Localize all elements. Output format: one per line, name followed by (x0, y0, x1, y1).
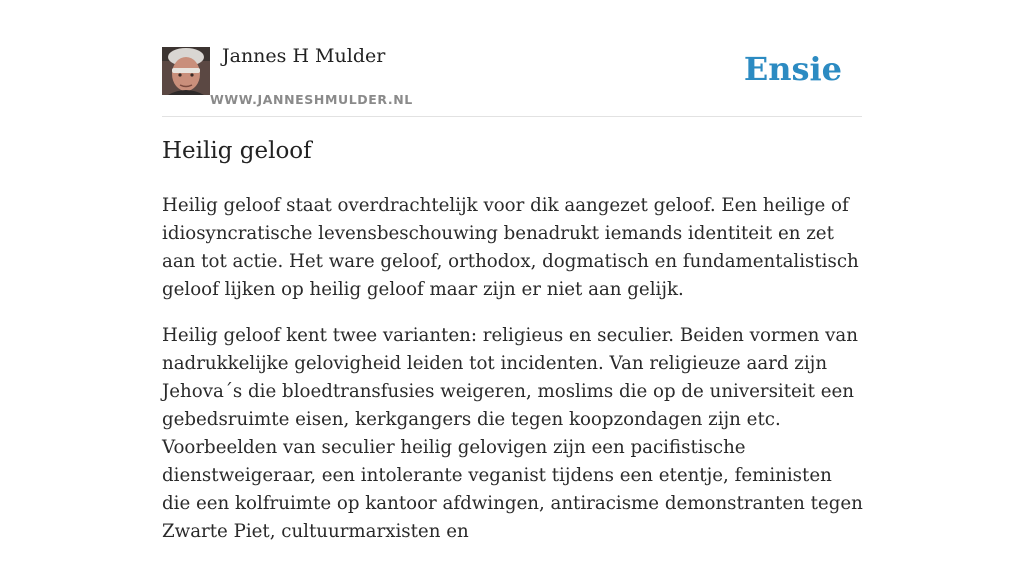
article-body (162, 192, 864, 564)
article-paragraph: Heilig geloof staat overdrachtelijk voor dik aangezet geloof. Een heilige of idiosyncratische levensbeschouwing benadrukt iemands identiteit en zet aan tot actie. Het ware geloof, orthodox, dogmatisch en fundamentalistisch geloof lijken op heilig geloof maar zijn er niet aan gelijk. (162, 195, 859, 300)
author-website-link[interactable]: WWW.JANNESHMULDER.NL (210, 92, 413, 107)
avatar-portrait (162, 47, 210, 95)
ensie-logo-link[interactable]: Ensie (743, 50, 842, 88)
header (162, 0, 862, 117)
author-name[interactable]: Jannes H Mulder (222, 45, 386, 67)
avatar[interactable] (162, 47, 210, 95)
article-title: Heilig geloof (162, 138, 312, 164)
article-paragraph: Heilig geloof kent twee varianten: religieus en seculier. Beiden vormen van nadrukkelijke gelovigheid leiden tot incidenten. Van religieuze aard zijn Jehova´s die bloedtransfusies weigeren, moslims die op de universiteit een gebedsruimte eisen, kerkgangers die tegen koopzondagen zijn etc. Voorbeelden van seculier heilig gelovigen zijn een pacifistische dienstweigeraar, een intolerante veganist tijdens een etentje, feministen die een kolfruimte op kantoor afdwingen, antiracisme demonstranten tegen Zwarte Piet, cultuurmarxisten en (162, 325, 863, 542)
